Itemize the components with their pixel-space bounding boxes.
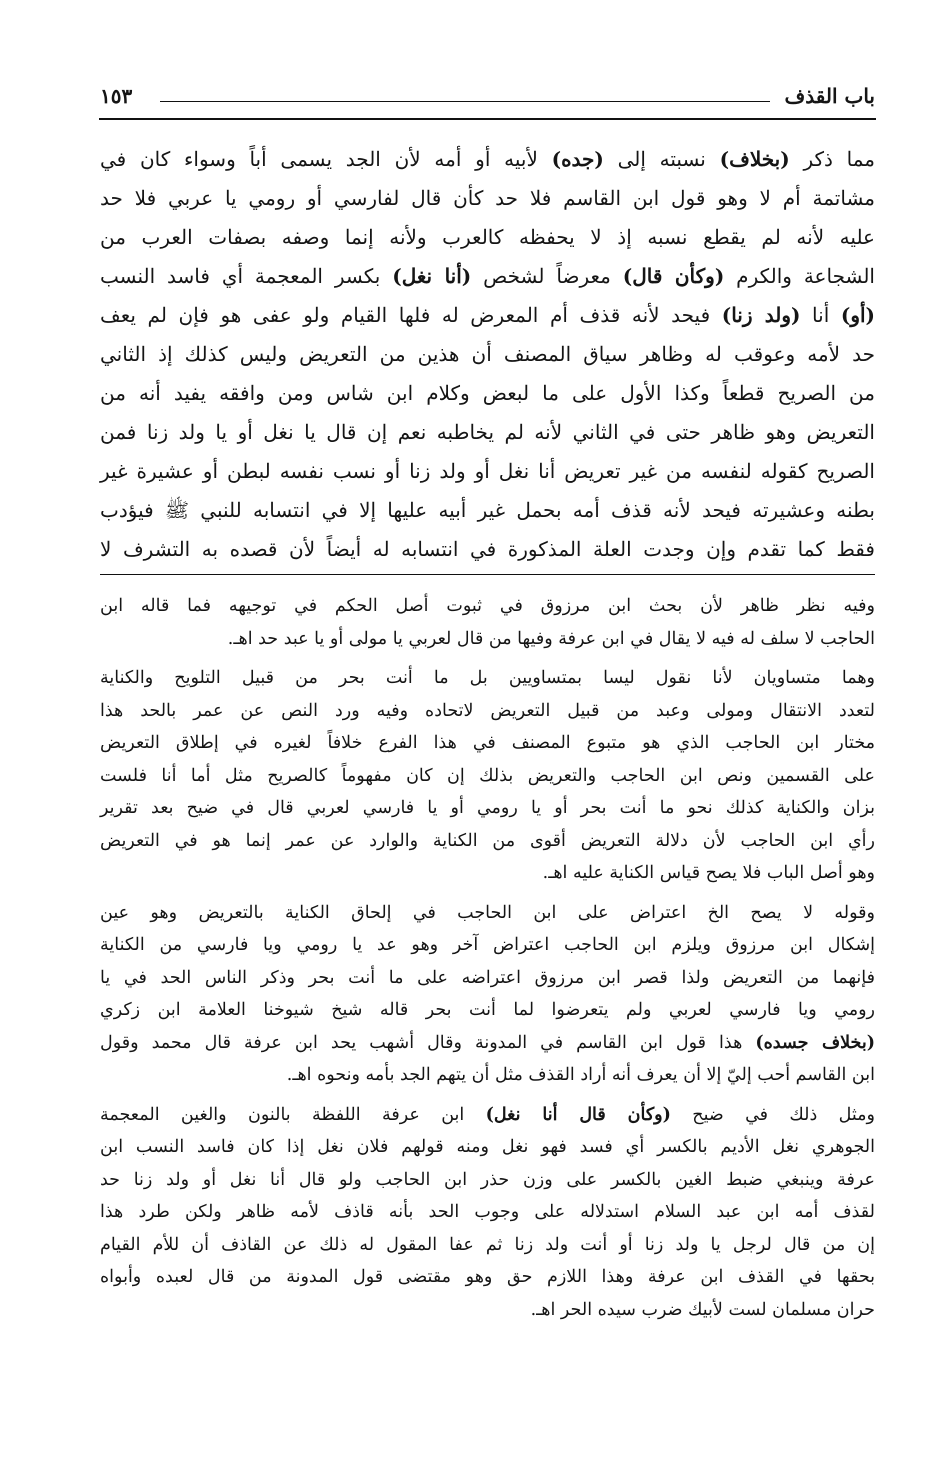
note-line: الحاجب لا سلف له فيه لا يقال في ابن عرفة وفيها من قال لعربي يا مولى أو يا عبد حد اهـ.: [227, 628, 875, 649]
note-line: بحقها في القذف ابن عرفة وهذا اللازم حق وهو مقتضى قول المدونة من قال لعبده وأبواه: [100, 1267, 875, 1287]
main-line: مما ذكر (بخلاف) نسبته إلى (جده) لأبيه أو أمه لأن الجد يسمى أباً وسواء كان في: [100, 147, 876, 171]
main-line: فقط كما تقدم وإن وجدت العلة المذكورة في انتسابه له أيضاً لأن قصده به التشرف لا: [100, 537, 875, 561]
note-line: (بخلاف جسده) هذا قول ابن القاسم في المدونة وقال أشهب يحد ابن عرفة قال محمد وقول: [100, 1032, 875, 1053]
main-line: الشجاعة والكرم (وكأن قال) معرضاً لشخص (أنا نغل) بكسر المعجمة أي فاسد النسب: [100, 264, 875, 288]
footnotes: [100, 590, 875, 1326]
note-line: فإنهما من التعريض ولذا قصر ابن مرزوق اعتراضه على ما أنت بحر وذكر الناس الحد في يا: [100, 967, 875, 988]
main-text: [100, 140, 875, 569]
note-line: ابن القاسم أحب إليّ إلا أن يعرف أنه أراد القذف مثل أن يتهم الجد بأمه ونحوه اهـ.: [286, 1065, 875, 1085]
note-line: رومي ويا فارسي لعربي ولم يتعرضوا لما أنت بحر قاله شيخ شيوخنا العلامة ابن زكري: [100, 1000, 875, 1020]
note-line: عرفة وينبغي ضبط الغين بالكسر على وزن حذر ابن الحاجب ولو قال أنا نغل أو ولد زنا حد: [100, 1169, 875, 1190]
note-line: لتعدد الانتقال ومولى وعبد من قبيل التعريض لاتحاده وفيه ورد النص عن عمر بالحد هذا: [100, 700, 875, 721]
note-line: مختار ابن الحاجب الذي هو متبوع المصنف في هذا الفرع خلافاً لغيره في إطلاق التعريض: [100, 733, 875, 753]
main-line: التعريض وهو ظاهر حتى في الثاني لأنه لم يخاطبه نعم إن قال يا نغل أو يا ولد زنا فمن: [100, 420, 875, 444]
main-line: من الصريح قطعاً وكذا الأول على ما لبعض وكلام ابن شاس ومن وافقه يفيد أنه من: [100, 381, 875, 405]
note-line: وهو أصل الباب فلا يصح قياس الكناية عليه اهـ.: [542, 863, 875, 883]
note-line: على القسمين ونص ابن الحاجب والتعريض بذلك إن كان مفهوماً كالصريح مثل أما أنا فلست: [100, 765, 875, 786]
note-line: لقذف أمه ابن عبد السلام استدلاله على وجوب الحد بأنه قاذف لأمه ظاهر ولكن طرد هذا: [100, 1202, 875, 1222]
main-line: بطنه وعشيرته فيحد لأنه قذف أمه بحمل غير أبيه عليها إلا في انتسابه للنبي ﷺ فيؤدب: [100, 498, 875, 522]
note-line: رأي ابن الحاجب لأن دلالة التعريض أقوى من الكناية والوارد عن عمر إنما هو في التعريض: [100, 830, 875, 851]
header-rule: [160, 101, 770, 102]
main-line: الصريح كقوله لنفسه من غير تعريض أنا نغل أو ولد زنا أو نسب نفسه لبطن أو عشيرة غير: [100, 459, 875, 483]
main-line: مشاتمة أم لا وهو قول ابن القاسم فلا حد كأن قال لفارسي أو رومي يا عربي فلا حد: [100, 186, 875, 210]
footnote-separator: [100, 574, 875, 575]
note-line: إن من قال لرجل يا ولد زنا أو أنت ولد زنا ثم عفا المقول له ذلك عن القاذف أن للأم القيام: [100, 1234, 875, 1255]
note-line: وهما متساويان لأنا نقول ليسا بمتساويين بل ما أنت بحر من قبيل التلويح والكناية: [100, 668, 875, 688]
page-number: ١٥٣: [100, 84, 133, 108]
main-line: حد لأمه وعوقب له وظاهر سياق المصنف أن هذين من التعريض وليس كذلك إذ الثاني: [100, 342, 875, 366]
note-line: حران مسلمان لست لأبيك ضرب سيده الحر اهـ.: [530, 1299, 875, 1320]
note-line: وفيه نظر ظاهر لأن بحث ابن مرزوق في ثبوت أصل الحكم في توجيهه فما قاله ابن: [100, 596, 875, 616]
running-header: [100, 80, 875, 120]
note-line: ومثل ذلك في ضيح (وكأن قال أنا نغل) ابن عرفة اللفظة بالنون والغين المعجمة: [100, 1104, 875, 1125]
chapter-title: باب القذف: [784, 84, 875, 108]
note-line: وقوله لا يصح الخ اعتراض على ابن الحاجب في إلحاق الكناية بالتعريض وهو عين: [100, 902, 875, 923]
main-line: عليه لأنه لم يقطع نسبه إذ لا يحفظه كالعرب ولأنه إنما وصفه بصفات العرب من: [100, 225, 875, 249]
main-line: (أو) أنا (ولد زنا) فيحد لأنه قذف أم المعرض له فلها القيام ولو عفى هو فإن لم يعف: [100, 303, 875, 327]
note-line: بزان والكناية كذلك نحو ما أنت بحر أو يا رومي أو يا فارسي لعربي قال في ضيح بعد تقرير: [100, 798, 875, 818]
header-underline: [99, 118, 876, 120]
note-line: إشكال ابن مرزوق ويلزم ابن الحاجب اعتراض آخر وهو عد يا رومي ويا فارسي من الكناية: [100, 935, 875, 955]
note-line: الجوهري نغل الأديم بالكسر أي فسد فهو نغل ومنه قولهم فلان نغل إذا كان فاسد النسب ابن: [100, 1137, 875, 1157]
